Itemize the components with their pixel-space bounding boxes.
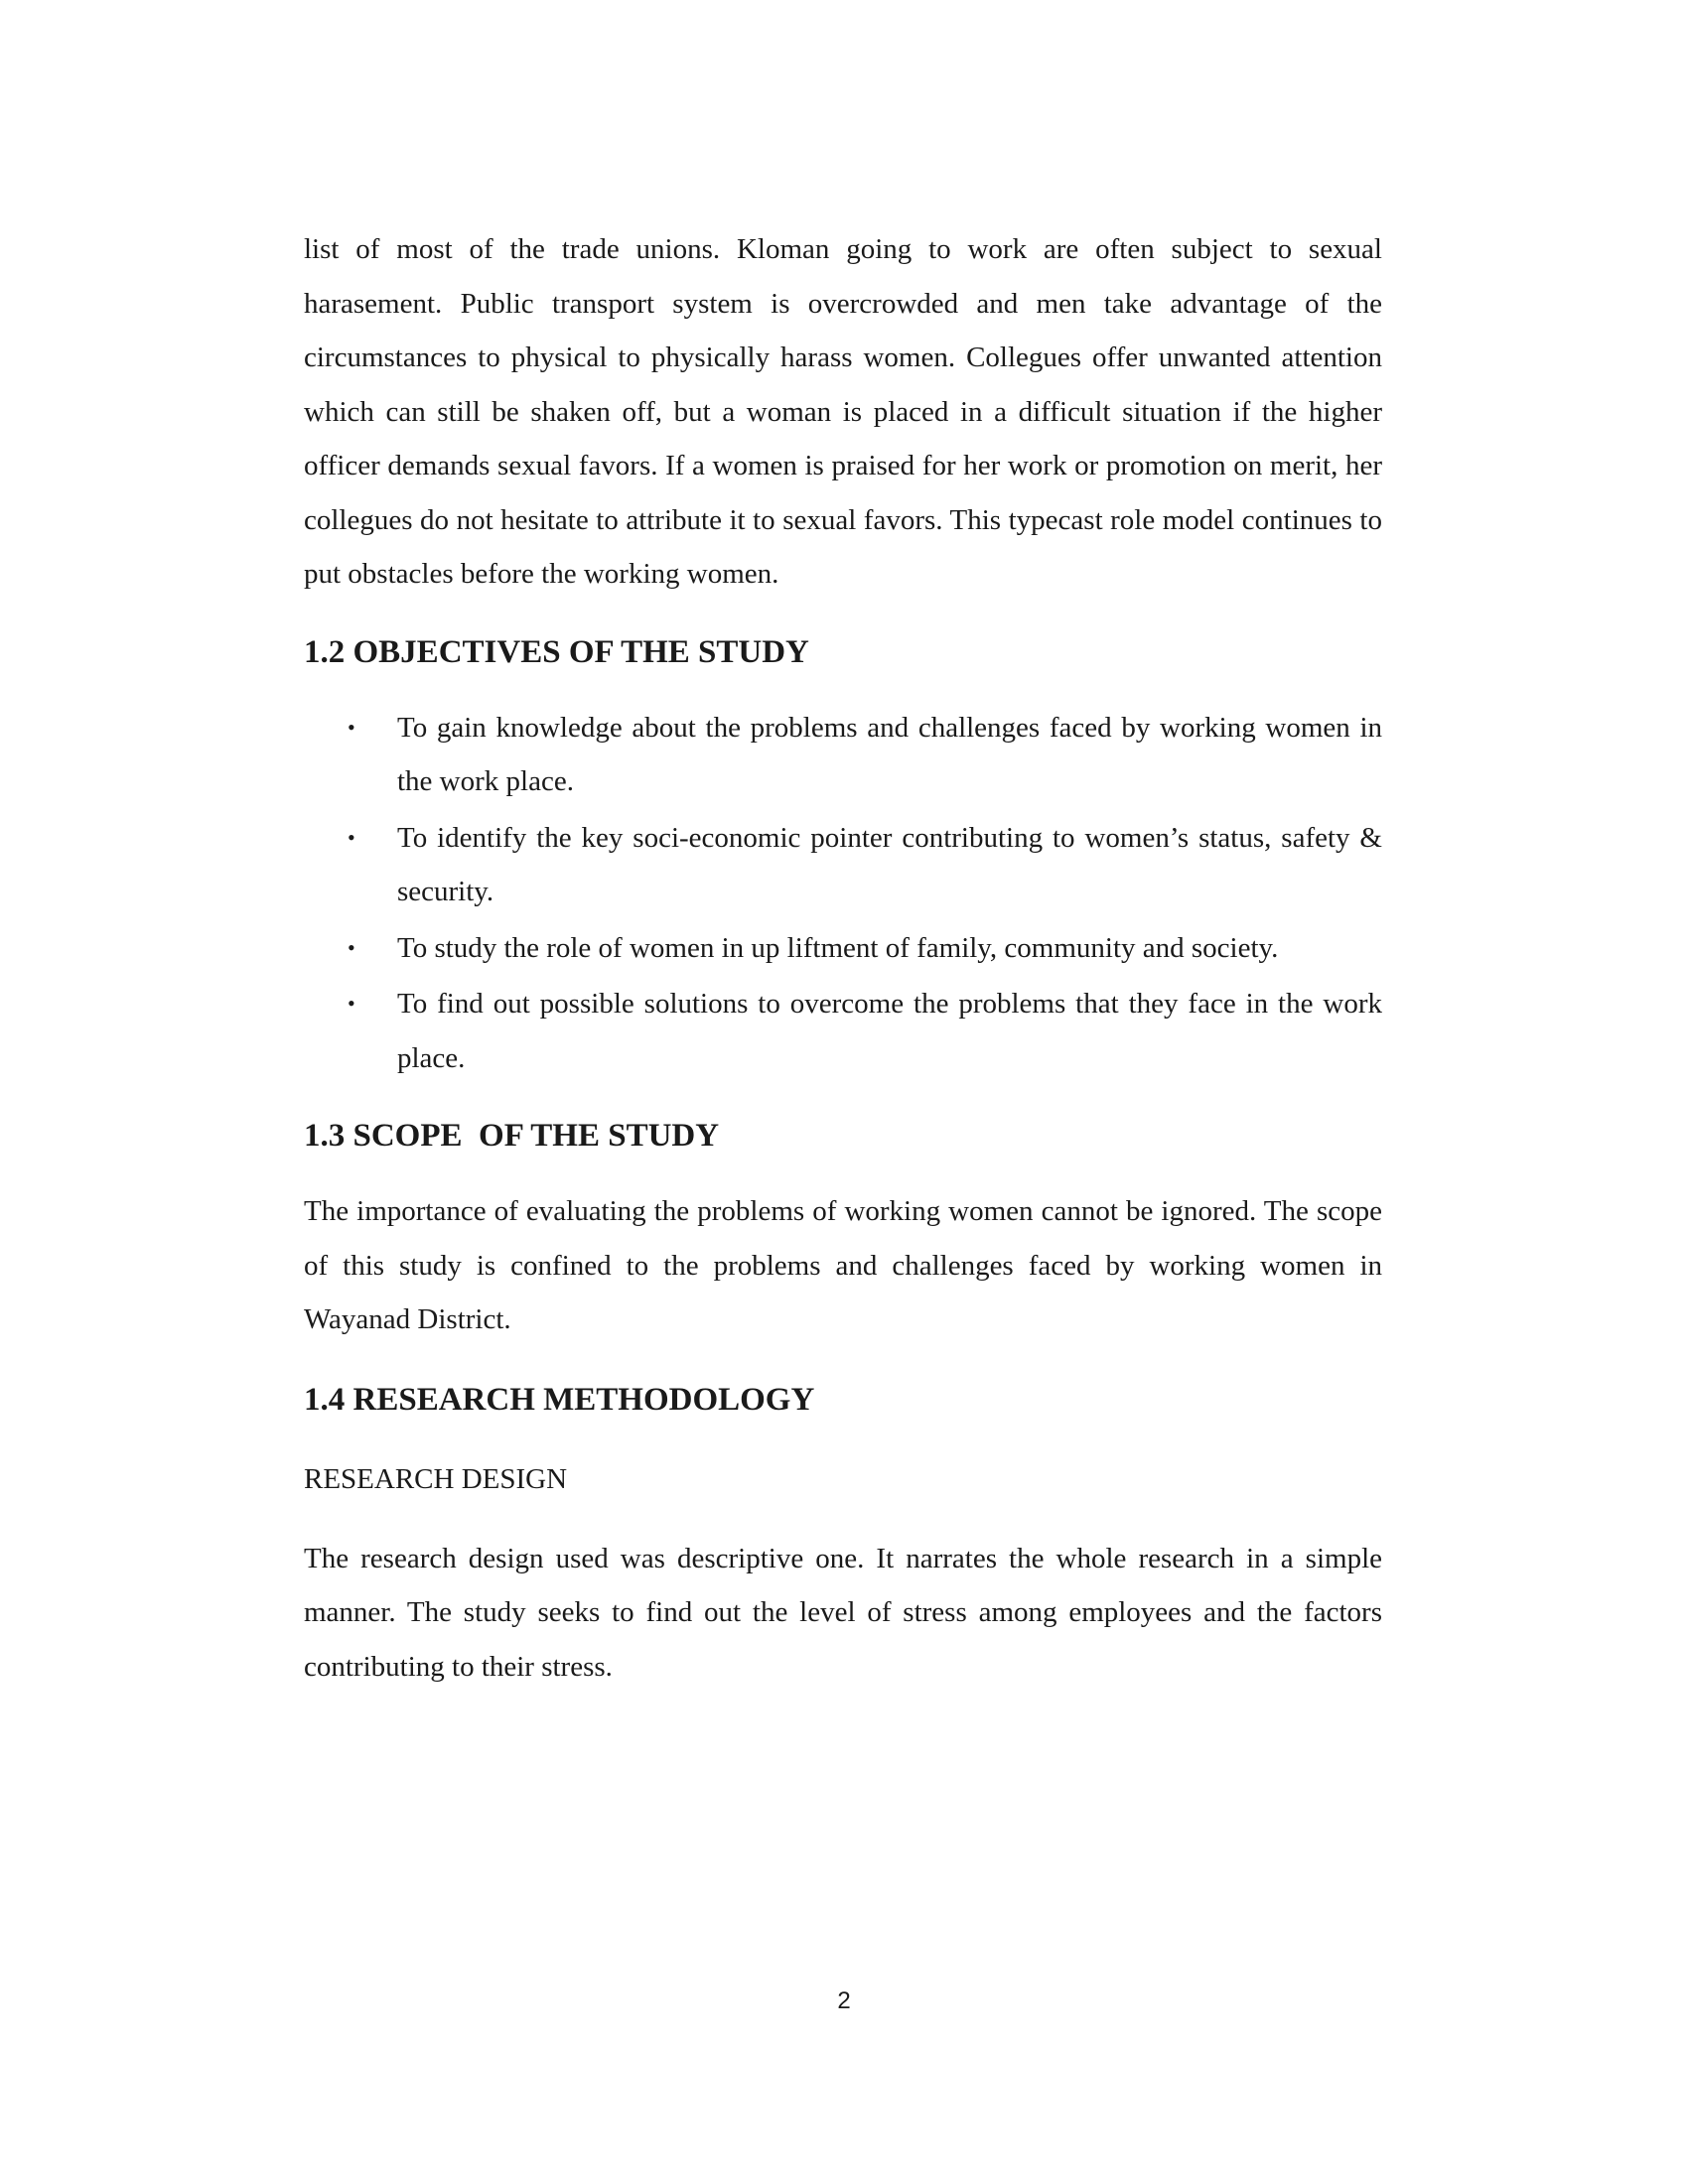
scope-heading: 1.3 SCOPE OF THE STUDY (304, 1118, 720, 1154)
objective-text: To identify the key soci-economic pointer contributing to women’s status, safety & security. (397, 821, 1382, 907)
objective-text: To gain knowledge about the problems and challenges faced by working women in the work place. (397, 711, 1382, 797)
page-number: 2 (837, 1987, 851, 2014)
list-item (304, 701, 1382, 809)
objective-text: To find out possible solutions to overcome the problems that they face in the work place. (397, 988, 1382, 1074)
list-item (304, 811, 1382, 919)
scope-paragraph: The importance of evaluating the problems of working women cannot be ignored. The scope of this study is confined to the problems and challenges faced by working women in Wayanad District. (304, 1195, 1382, 1335)
objectives-list (304, 701, 1382, 1086)
research-design-subheading: RESEARCH DESIGN (304, 1462, 568, 1495)
intro-paragraph: list of most of the trade unions. Kloman going to work are often subject to sexual harasement. Public transport system is overcrowded and men take advantage of the circumstances to physical to physically harass women. Collegues offer unwanted attention which can still be shaken off, but a woman is placed in a difficult situation if the higher officer demands sexual favors. If a women is praised for her work or promotion on merit, her collegues do not hesitate to attribute it to sexual favors. This typecast role model continues to put obstacles before the working women. (304, 233, 1382, 590)
bullet-icon: • (348, 714, 355, 740)
bullet-icon: • (348, 934, 355, 960)
bullet-icon: • (348, 991, 355, 1016)
research-design-paragraph: The research design used was descriptive one. It narrates the whole research in a simple manner. The study seeks to find out the level of stress among employees and the factors contributing to their stress. (304, 1542, 1382, 1683)
bullet-icon: • (348, 824, 355, 850)
list-item (304, 977, 1382, 1085)
methodology-heading: 1.4 RESEARCH METHODOLOGY (304, 1381, 815, 1418)
objectives-heading: 1.2 OBJECTIVES OF THE STUDY (304, 633, 809, 670)
page-content (304, 222, 1382, 1694)
list-item (304, 921, 1382, 976)
objective-text: To study the role of women in up liftment of family, community and society. (397, 931, 1279, 964)
